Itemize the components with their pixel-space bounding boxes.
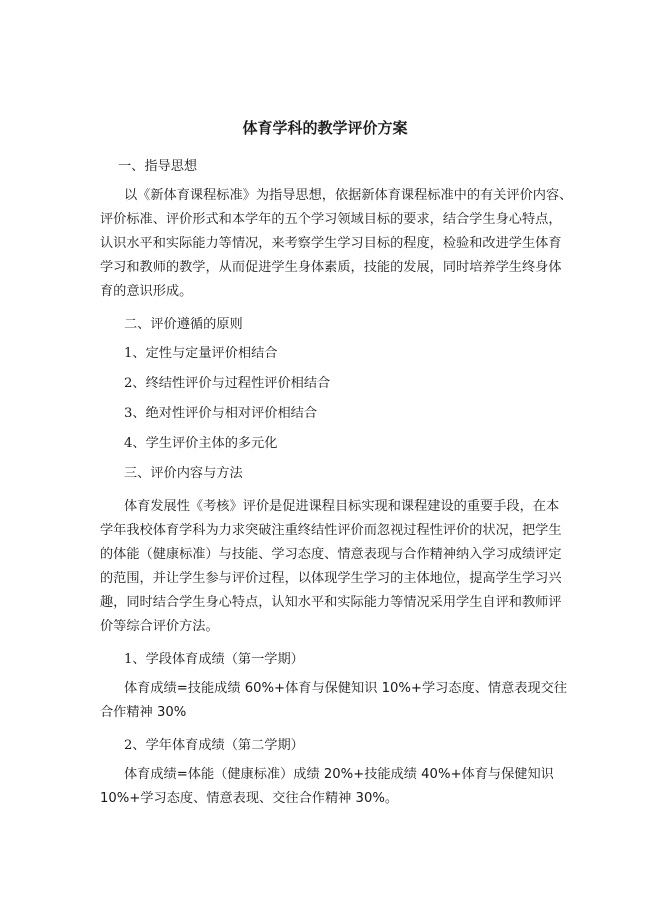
formula-line: 体育成绩=技能成绩 60%+体育与保健知识 10%+学习态度、情意表现交往 [124, 681, 568, 696]
paragraph-line: 趣，同时结合学生身心特点，认知水平和实际能力等情况采用学生自评和教师评 [100, 595, 562, 610]
section-heading-principles: 二、评价遵循的原则 [124, 317, 243, 332]
paragraph-line: 体育发展性《考核》评价是促进课程目标实现和课程建设的重要手段，在本 [124, 499, 560, 514]
principle-item: 2、终结性评价与过程性评价相结合 [124, 376, 331, 391]
paragraph-line: 的体能（健康标准）与技能、学习态度、情意表现与合作精神纳入学习成绩评定 [100, 547, 562, 562]
formula-line: 10%+学习态度、情意表现、交往合作精神 30%。 [100, 791, 399, 806]
formula-line: 体育成绩=体能（健康标准）成绩 20%+技能成绩 40%+体育与保健知识 [124, 767, 554, 782]
section-heading-guiding-thought: 一、指导思想 [118, 159, 198, 174]
paragraph-line: 价等综合评价方法。 [100, 619, 219, 634]
paragraph-line: 以《新体育课程标准》为指导思想，依据新体育课程标准中的有关评价内容、 [124, 188, 573, 203]
subsection-heading-semester1: 1、学段体育成绩（第一学期） [124, 652, 304, 667]
paragraph-line: 育的意识形成。 [100, 284, 193, 299]
paragraph-line: 学年我校体育学科为力求突破注重终结性评价而忽视过程性评价的状况，把学生 [100, 523, 562, 538]
paragraph-line: 学习和教师的教学，从而促进学生身体素质，技能的发展，同时培养学生终身体 [100, 260, 562, 275]
document-title: 体育学科的教学评价方案 [242, 119, 408, 137]
paragraph-line: 认识水平和实际能力等情况，来考察学生学习目标的程度，检验和改进学生体育 [100, 236, 562, 251]
principle-item: 1、定性与定量评价相结合 [124, 346, 278, 361]
principle-item: 3、绝对性评价与相对评价相结合 [124, 406, 318, 421]
principle-item: 4、学生评价主体的多元化 [124, 436, 278, 451]
paragraph-line: 评价标准、评价形式和本学年的五个学习领域目标的要求，结合学生身心特点， [100, 212, 562, 227]
formula-line: 合作精神 30% [100, 705, 187, 720]
section-heading-content-methods: 三、评价内容与方法 [124, 466, 243, 481]
subsection-heading-semester2: 2、学年体育成绩（第二学期） [124, 738, 304, 753]
paragraph-line: 的范围，并让学生参与评价过程，以体现学生学习的主体地位，提高学生学习兴 [100, 571, 562, 586]
